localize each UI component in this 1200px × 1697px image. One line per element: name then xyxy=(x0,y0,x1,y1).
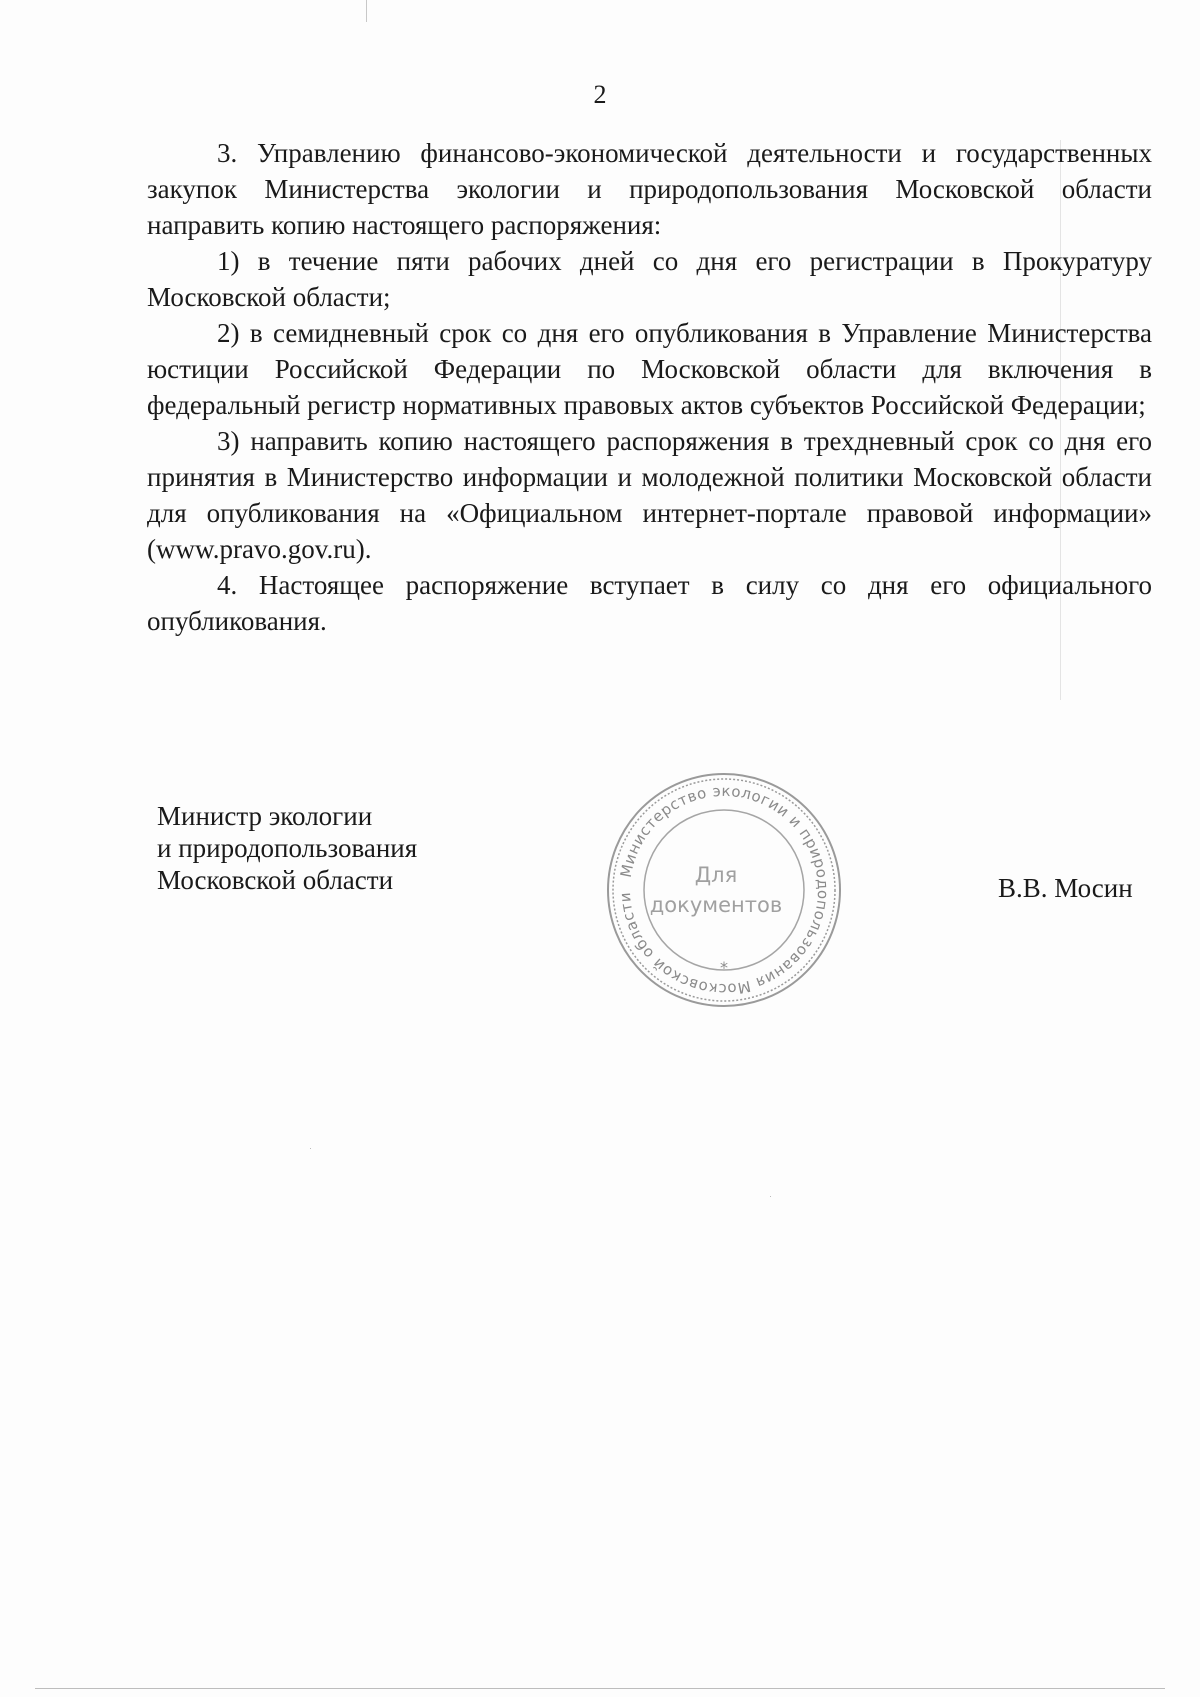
paragraph-item-4: 4. Настоящее распоряжение вступает в силу со дня его официального опубликования. xyxy=(147,570,1152,636)
signatory-position-line: Московской области xyxy=(157,865,394,895)
paragraph-subitem-1: 1) в течение пяти рабочих дней со дня его регистрации в Прокуратуру Московской области; xyxy=(147,246,1152,312)
document-body xyxy=(147,135,1152,639)
page-number: 2 xyxy=(593,80,607,109)
official-seal xyxy=(604,770,844,1010)
signatory-position-line: Министр экологии xyxy=(157,801,373,831)
signatory-position xyxy=(157,800,417,896)
seal-center-line2: документов xyxy=(649,893,783,917)
paragraph-subitem-3: 3) направить копию настоящего распоряжения в трехдневный срок со дня его принятия в Министерство информации и молодежной политики Московской области для опубликования на «Официальном интернет-портале правовой информации» (www.pravo.gov.ru). xyxy=(147,426,1152,564)
seal-center-line1: Для xyxy=(694,863,738,887)
page-bottom-edge xyxy=(35,1688,1165,1689)
scan-artifact-line xyxy=(770,1196,771,1197)
signatory-name: В.В. Мосин xyxy=(998,873,1133,903)
scan-artifact-line xyxy=(310,1148,311,1149)
seal-star: * xyxy=(720,958,728,977)
scan-artifact-line xyxy=(366,0,367,22)
paragraph-subitem-2: 2) в семидневный срок со дня его опубликования в Управление Министерства юстиции Российской Федерации по Московской области для включения в федеральный регистр нормативных правовых актов субъектов Российской Федерации; xyxy=(147,318,1152,420)
paragraph-item-3: 3. Управлению финансово-экономической деятельности и государственных закупок Министерства экологии и природопользования Московской области направить копию настоящего распоряжения: xyxy=(147,138,1152,240)
seal-ring-text: Министерство экологии и природопользования Московской области xyxy=(615,781,833,999)
signatory-position-line: и природопользования xyxy=(157,833,418,863)
